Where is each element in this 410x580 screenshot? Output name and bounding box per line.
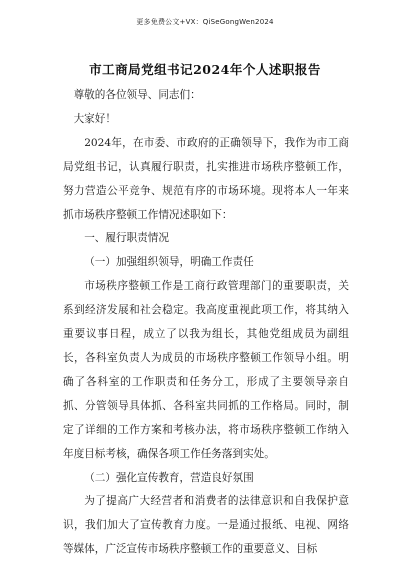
header-note: 更多免费公文+VX：QiSeGongWen2024 bbox=[136, 18, 274, 26]
paragraph-organization: 市场秩序整顿工作是工商行政管理部门的重要职责，关系到经济发展和社会稳定。我高度重视此项工作，将其纳入重要议事日程，成立了以我为组长，其他党组成员为副组长，各科室负责人为成员的市场秩序整顿工作领导小组。明确了各科室的工作职责和任务分工，形成了主要领导亲自抓、分管领导具体抓、各科室共同抓的工作格局。同时，制定了详细的工作方案和考核办法，将市场秩序整顿工作纳入年度目标考核，确保各项工作任务落到实处。 bbox=[63, 280, 349, 460]
subsection-heading: （一）加强组织领导，明确工作责任 bbox=[84, 256, 254, 269]
greeting: 大家好！ bbox=[73, 112, 116, 125]
paragraph-publicity: 为了提高广大经营者和消费者的法律意识和自我保护意识，我们加大了宣传教育力度。一是通过报纸、电视、网络等媒体，广泛宣传市场秩序整顿工作的重要意义、目标 bbox=[63, 495, 349, 556]
section-heading: 一、履行职责情况 bbox=[84, 232, 169, 245]
paragraph-intro: 2024年，在市委、市政府的正确领导下，我作为市工商局党组书记，认真履行职责，扎实推进市场秩序整顿工作，努力营造公平竞争、规范有序的市场环境。现将本人一年来抓市场秩序整顿工作情况述职如下： bbox=[63, 136, 349, 221]
salutation: 尊敬的各位领导、同志们： bbox=[73, 89, 201, 101]
subsection-heading: （二）强化宣传教育，营造良好氛围 bbox=[84, 471, 254, 484]
document-body bbox=[63, 84, 349, 562]
document-title: 市工商局党组书记2024年个人述职报告 bbox=[89, 62, 321, 77]
